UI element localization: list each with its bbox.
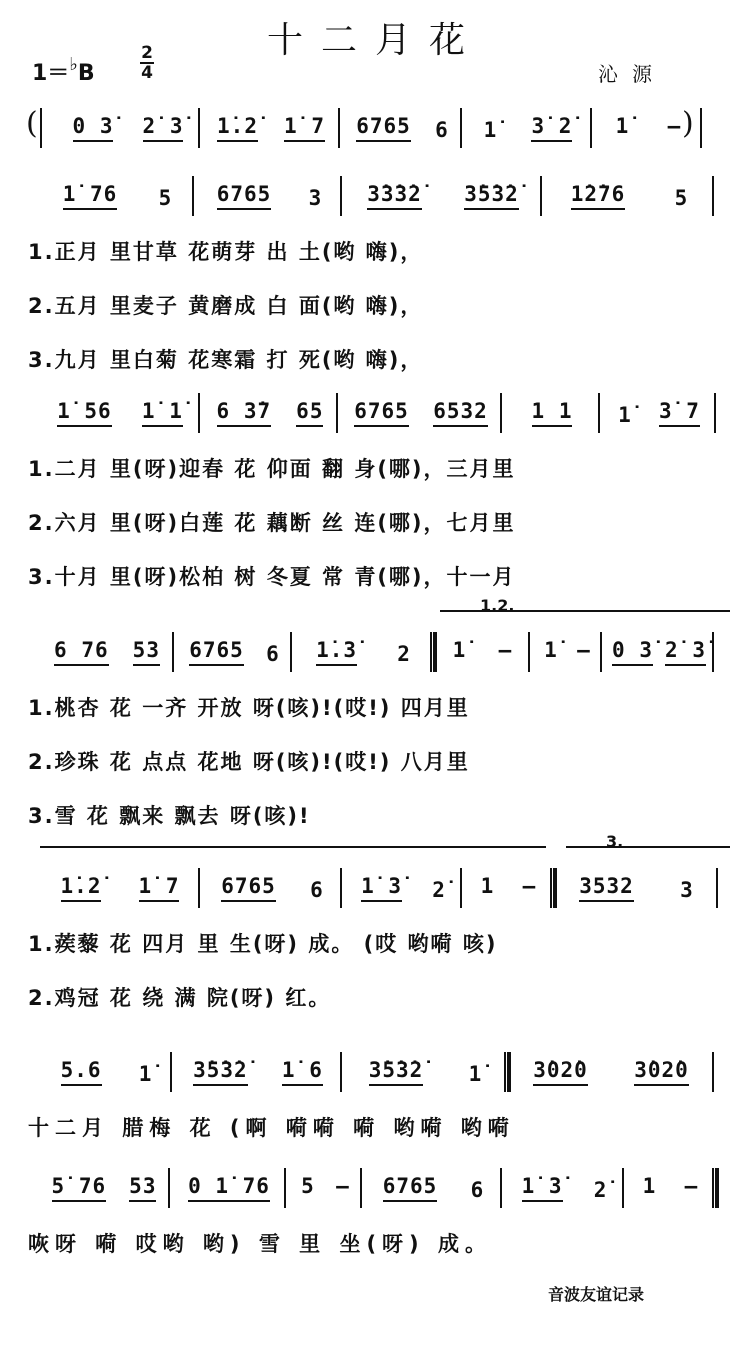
note-group: 2̇ — [432, 878, 445, 902]
note-group: 5 — [301, 1174, 314, 1198]
lyric-line: 咴呀 嗬 哎哟 哟) 雪 里 坐(呀) 成。 — [28, 1232, 492, 1256]
barline — [598, 393, 600, 433]
lyric-line: 2.珍珠 花 点点 花地 呀(咳)!(哎!) 八月里 — [28, 750, 470, 774]
barline — [712, 176, 714, 216]
barline — [460, 868, 462, 908]
note-group: 2 — [397, 642, 410, 666]
note-group: 1̇ 7 — [139, 874, 180, 902]
barline — [528, 632, 530, 672]
measure — [204, 874, 340, 902]
note-group: 1̇ 56 — [57, 399, 112, 427]
notation-row — [0, 176, 750, 226]
note-group: 1 — [642, 1174, 656, 1198]
note-group: 3 — [680, 878, 693, 902]
note-group: 6 — [310, 878, 323, 902]
barline — [340, 176, 342, 216]
close-paren: ) — [682, 106, 694, 141]
note-group: 1 — [480, 874, 494, 898]
note-group: 6 3̇7 — [217, 399, 272, 427]
lyric-line: 1.蒺藜 花 四月 里 生(呀) 成。 (哎 哟嗬 咳) — [28, 932, 498, 956]
note-group: 1̇ — [452, 638, 466, 662]
note-group: 1̇ 7 — [284, 114, 325, 142]
notation-row — [0, 1168, 750, 1218]
note-group: — — [522, 874, 536, 898]
note-group: 1̇ 76 — [63, 182, 118, 210]
measure — [58, 114, 198, 142]
note-group: 3̇5̇3̇2̇ — [369, 1058, 424, 1086]
volta-label: 1.2. — [480, 596, 515, 615]
lyric-line: 3.雪 花 飘来 飘去 呀(咳)! — [28, 804, 311, 828]
note-group: 6765 — [189, 638, 244, 666]
measure — [510, 1058, 712, 1086]
note-group: 5.6 — [61, 1058, 102, 1086]
note-group: 1̇ — [138, 1062, 152, 1086]
measure — [42, 1058, 170, 1086]
notation-row — [0, 868, 750, 918]
barline — [714, 393, 716, 433]
note-group: 2̇ — [593, 1178, 607, 1202]
note-group: 1̇.2̇ — [217, 114, 258, 142]
note-group: 6765 — [383, 1174, 438, 1202]
note-group: 6532 — [433, 399, 488, 427]
note-group: 1̇ 6 — [282, 1058, 323, 1086]
note-group: 3 — [308, 186, 322, 210]
time-signature: 2 4 — [141, 43, 153, 83]
lyric-line: 2.鸡冠 花 绕 满 院(呀) 红。 — [28, 986, 332, 1010]
note-group: — — [684, 1174, 698, 1198]
open-paren: ( — [26, 106, 38, 141]
volta-bracket — [440, 596, 730, 628]
measure — [204, 114, 338, 142]
measure — [204, 399, 336, 427]
note-group: — — [336, 1174, 349, 1198]
volta-bracket — [566, 832, 730, 864]
measure — [40, 1174, 168, 1202]
note-group: 2̇ 3̇ — [665, 638, 706, 666]
note-group: 6 — [435, 118, 448, 142]
measure — [346, 1058, 504, 1086]
note-group: 2̇ 3̇ — [143, 114, 184, 142]
song-title: 十二月花 — [266, 20, 483, 61]
note-group: 3̇5̇3̇2̇ — [193, 1058, 248, 1086]
note-group: 3̇3̇3̇2̇ — [367, 182, 422, 210]
note-group: 5 — [674, 186, 688, 210]
measure — [198, 182, 340, 210]
continued-bracket — [40, 846, 546, 848]
measure — [534, 638, 600, 662]
barline — [622, 1168, 624, 1208]
measure — [346, 874, 460, 902]
barline — [198, 393, 200, 433]
barline — [198, 868, 200, 908]
volta-label: 3. — [606, 832, 624, 851]
lyric-line: 1.二月 里(呀)迎春 花 仰面 翻 身(哪)，三月里 — [28, 457, 516, 481]
measure — [466, 114, 590, 142]
note-group: 1̇2̇76 — [571, 182, 626, 210]
barline — [198, 108, 200, 148]
note-group: 3̇ 7 — [659, 399, 700, 427]
barline — [712, 632, 714, 672]
note-group: 1̇ — [544, 638, 557, 662]
barline — [290, 632, 292, 672]
note-group: 5 — [158, 186, 172, 210]
note-group: 3̇5̇3̇2̇ — [464, 182, 519, 210]
lyric-line: 1.桃杏 花 一齐 开放 呀(咳)!(哎!) 四月里 — [28, 696, 470, 720]
measure — [290, 1174, 360, 1198]
note-group: 6765 — [354, 399, 409, 427]
measure — [366, 1174, 500, 1202]
measure — [342, 399, 500, 427]
note-group: 1̇ 1̇ — [142, 399, 183, 427]
note-group: 1̇.2̇ — [61, 874, 102, 902]
author-region: 沁源 — [598, 62, 666, 86]
measure — [546, 182, 712, 210]
measure — [506, 399, 598, 427]
barline — [716, 868, 718, 908]
note-group: 1̇ 3̇ — [361, 874, 402, 902]
note-group: 1 1 — [532, 399, 573, 427]
measure — [604, 399, 714, 427]
note-group: 1̇ — [615, 114, 629, 138]
barline — [170, 1052, 172, 1092]
note-group: — — [498, 638, 512, 662]
measure — [42, 182, 192, 210]
note-group: 1̇ — [618, 403, 631, 427]
barline — [40, 108, 42, 148]
measure — [466, 874, 550, 898]
barline — [540, 176, 542, 216]
note-group: 5̇ 76 — [52, 1174, 107, 1202]
barline — [340, 868, 342, 908]
note-group: 3̇ 2̇ — [531, 114, 572, 142]
measure — [176, 1058, 340, 1086]
note-group: 0 1̇ 76 — [188, 1174, 270, 1202]
note-group: 0 3̇ — [612, 638, 653, 666]
note-group: 1̇ 3̇ — [522, 1174, 563, 1202]
lyric-line: 2.五月 里麦子 黄磨成 白 面(哟 嗨)， — [28, 294, 424, 318]
lyric-line: 3.九月 里白菊 花寒霜 打 死(哟 嗨)， — [28, 348, 424, 372]
measure — [344, 114, 460, 142]
note-group: 3̇02̇0 — [533, 1058, 588, 1086]
note-group: 53 — [133, 638, 160, 666]
measure — [42, 874, 198, 902]
measure — [506, 1174, 622, 1202]
note-group: 6765 — [356, 114, 411, 142]
barline — [360, 1168, 362, 1208]
note-group: 6 — [470, 1178, 484, 1202]
notation-row — [0, 108, 750, 158]
measure — [178, 638, 290, 666]
note-group: 3532 — [579, 874, 634, 902]
barline — [172, 632, 174, 672]
note-group: 0 3̇ — [73, 114, 114, 142]
barline — [338, 108, 340, 148]
barline — [600, 632, 602, 672]
measure — [174, 1174, 284, 1202]
note-group: 65 — [296, 399, 323, 427]
measure — [628, 1174, 712, 1198]
barline — [590, 108, 592, 148]
note-group: 1̇ — [468, 1062, 482, 1086]
note-group: — — [577, 638, 590, 662]
note-group: 6 — [266, 642, 279, 666]
barline — [168, 1168, 170, 1208]
note-group: 3̇02̇0 — [634, 1058, 689, 1086]
barline — [500, 1168, 502, 1208]
transcription-credit: 音波友谊记录 — [548, 1285, 645, 1304]
measure — [346, 182, 540, 210]
note-group: 6765 — [217, 182, 272, 210]
barline — [336, 393, 338, 433]
barline — [340, 1052, 342, 1092]
measure — [42, 638, 172, 666]
key-signature: 1＝♭B — [32, 54, 95, 86]
notation-row — [0, 1052, 750, 1102]
note-group: — — [667, 114, 681, 138]
double-barline — [712, 1168, 719, 1208]
lyric-line: 1.正月 里甘草 花萌芽 出 土(哟 嗨)， — [28, 240, 424, 264]
barline — [460, 108, 462, 148]
lyric-line: 3.十月 里(呀)松柏 树 冬夏 常 青(哪)，十一月 — [28, 565, 516, 589]
barline — [284, 1168, 286, 1208]
note-group: 6765 — [221, 874, 276, 902]
measure — [296, 638, 430, 666]
note-group: 6 76 — [54, 638, 109, 666]
notation-row — [0, 632, 750, 682]
notation-row — [0, 393, 750, 443]
note-group: 1̇.3̇ — [316, 638, 357, 666]
lyric-line: 2.六月 里(呀)白莲 花 藕断 丝 连(哪)，七月里 — [28, 511, 516, 535]
measure — [42, 399, 198, 427]
measure — [436, 638, 528, 662]
barline — [500, 393, 502, 433]
barline — [700, 108, 702, 148]
note-group: 53 — [129, 1174, 156, 1202]
lyric-line: 十二月 腊梅 花 (啊 嗬嗬 嗬 哟嗬 哟嗬 — [28, 1116, 515, 1140]
note-group: 1̇ — [483, 118, 497, 142]
measure — [556, 874, 716, 902]
barline — [712, 1052, 714, 1092]
barline — [192, 176, 194, 216]
measure — [606, 638, 712, 666]
